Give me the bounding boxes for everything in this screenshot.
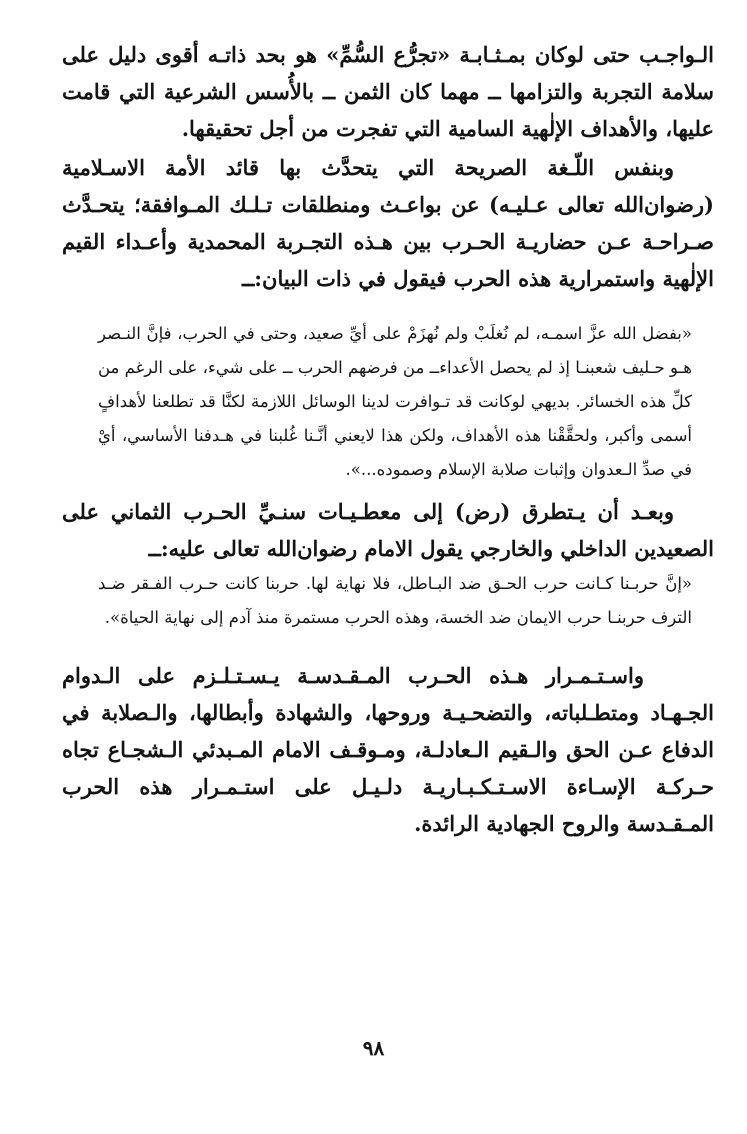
paragraph-1: الـواجـب حتى لوكان بمـثـابـة «تجرُّع السُّمِّ» هو بحد ذاتـه أقوى دليل على سلامة التجربة والتزامها ــ مهما كان الثمن ــ بالأُسس الشرعية التي قامت عليها، والأهداف الإلٰهية السامية التي تفجرت من أجل تحقيقها. <box>62 42 714 141</box>
quotation-2: «إنَّ حربـنا كـانت حرب الحـق ضد البـاطل، فلا نهاية لها. حربنا كانت حـرب الفـقر ضـد الترف حربنـا حرب الايمان ضد الخسة، وهذه الحرب مستمرة منذ آدم إلى نهاية الحياة». <box>98 574 692 627</box>
page-number: ٩٨ <box>362 1036 385 1060</box>
document-page <box>62 36 714 1116</box>
paragraph-3: وبعـد أن يـتطرق (رض) إلى معطـيـات سنـيِّ الحـرب الثماني على الصعيدين الداخلي والخارجي يقول الامام رضوان‌الله تعالى عليه:ــ <box>62 499 714 561</box>
paragraph-4: واسـتـمـرار هـذه الحـرب المـقـدسـة يـسـتـلـزم على الـدوام الجـهـاد ومتطـلباته، والتضحـيـة وروحها، والشهادة وأبطالها، والـصلابة في الدفاع عـن الحق والـقيم الـعادلـة، ومـوقـف الامام المـبدئي الـشجـاع تجاه حـركـة الإسـاءة الاسـتـكـبـاريـة دلـيـل على استـمـرار هذه الحرب المـقـدسة والروح الجهادية الرائدة. <box>62 663 714 836</box>
quotation-1: «بفضل الله عزَّ اسمـه، لم نُغلَبْ ولم نُهزَمْ على أيِّ صعيد، وحتى في الحرب، فإنَّ النـصر هـو حـليف شعبنـا إذ لم يحصل الأعداءــ من فرضهم الحرب ــ على شيء، على الرغم من كلِّ هذه الخسائر. بديهي لوكانت قد تـوافرت لدينا الوسائل اللازمة لكنَّا قد تطلعنا لأهدافٍ أسمى وأكبر، ولحقَّقْنا هذه الأهداف، ولكن هذا لايعني أنَّـنا غُلبنا في هـدفنا الأساسي، أيْ في صدِّ الـعدوان وإثبات صلابة الإسلام وصموده...». <box>98 324 692 479</box>
paragraph-2: وبنفس اللّـغة الصريحة التي يتحدَّث بها قائد الأمة الاسـلامية (رضوان‌الله تعالى عـليـه) عن بواعـث ومنطلقات تـلـك المـوافقة؛ يتحـدَّث صـراحـة عـن حضاريـة الحـرب بين هـذه التجـربة المحمدية وأعـداء القيم الإلٰهية واستمرارية هذه الحرب فيقول في ذات البيان:ــ <box>62 155 714 291</box>
